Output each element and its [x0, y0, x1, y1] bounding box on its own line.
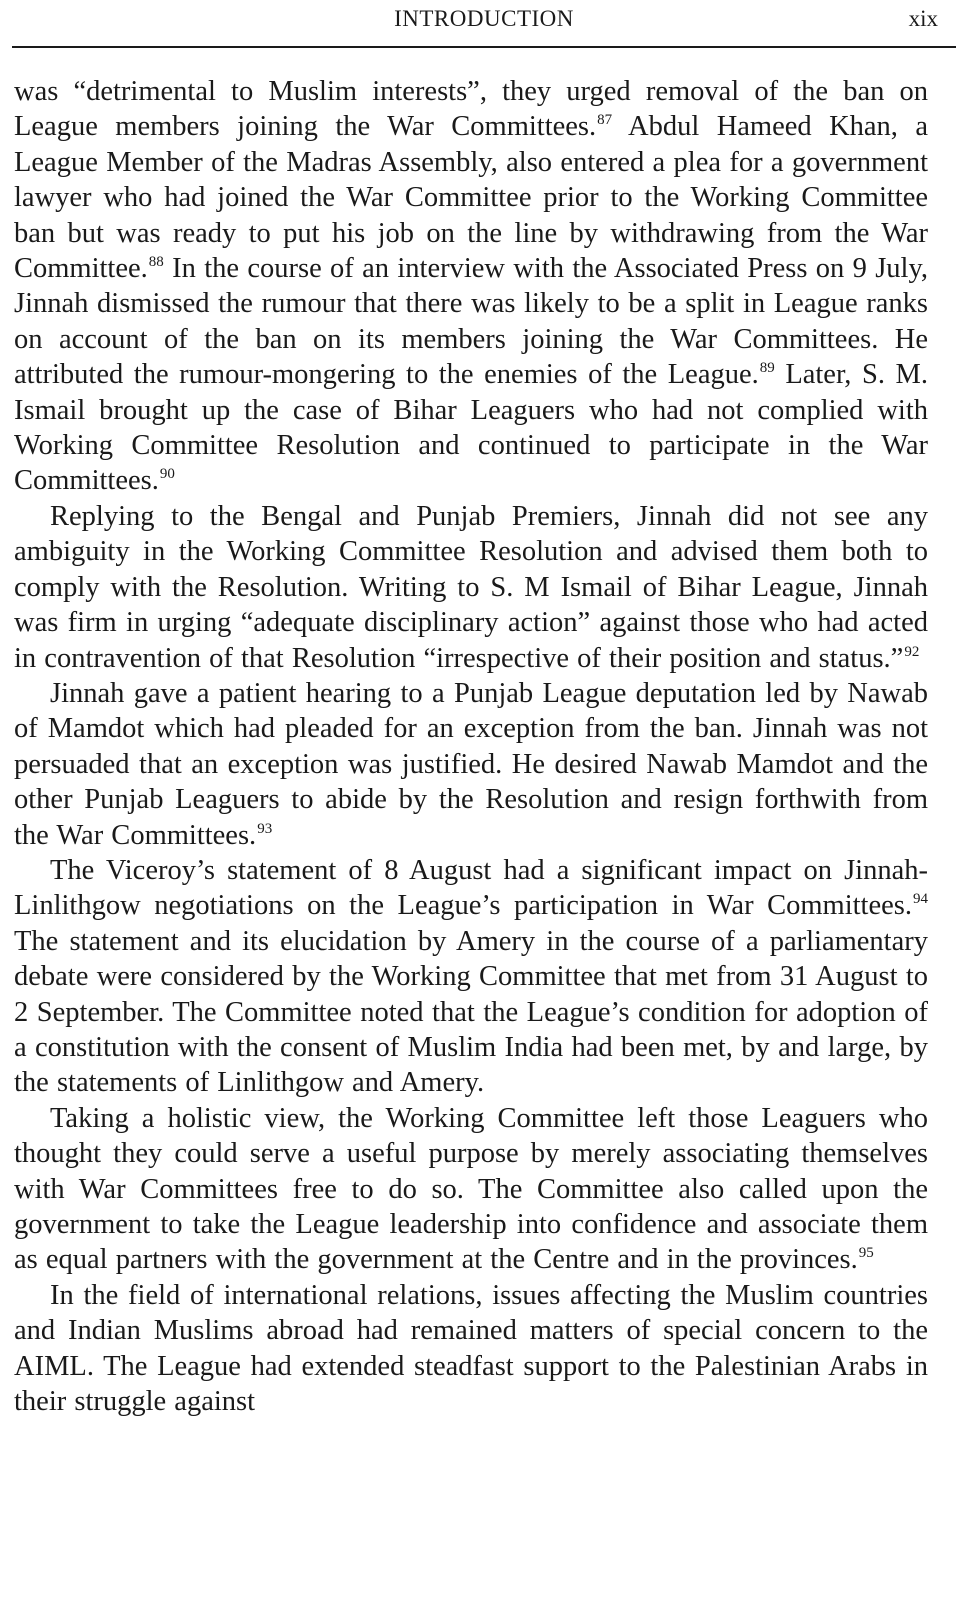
- page-number: xix: [908, 6, 938, 31]
- paragraph: [14, 1101, 928, 1278]
- paragraph-text: The Viceroy’s statement of 8 August had a significant impact on Jinnah-Linlithgow negotiations on the League’s participation in War Committees.: [14, 854, 928, 922]
- footnote-marker: 88: [148, 254, 164, 271]
- footnote-marker: 87: [597, 112, 613, 129]
- paragraph: [14, 853, 928, 1101]
- footnote-marker: 89: [759, 360, 775, 377]
- paragraph-text: was “detrimental to Muslim interests”, they urged removal of the ban on League members joining the War Committees.: [14, 76, 928, 143]
- footnote-marker: 92: [904, 643, 920, 660]
- footnote-marker: 93: [257, 820, 273, 837]
- footnote-marker: 90: [159, 466, 175, 483]
- paragraph-text: In the course of an interview with the Associated Press on 9 July, Jinnah dismissed the rumour that there was likely to be a split in League ranks on account of the ban on its members joining the War Committees. He attributed the rumour-mongering to the enemies of the League.: [14, 253, 928, 391]
- header-rule: [12, 46, 956, 48]
- paragraph-text: Replying to the Bengal and Punjab Premiers, Jinnah did not see any ambiguity in the Working Committee Resolution and advised them both to comply with the Resolution. Writing to S. M Ismail of Bihar League, Jinnah was firm in urging “adequate disciplinary action” against those who had acted in contravention of that Resolution “irrespective of their position and status.”: [14, 500, 928, 674]
- paragraph: [14, 1278, 928, 1420]
- footnote-marker: 95: [858, 1245, 874, 1262]
- paragraph-text: Later, S. M. Ismail brought up the case of Bihar Leaguers who had not complied with Working Committee Resolution and continued to participate in the War Committees.: [14, 359, 929, 497]
- paragraph: [14, 499, 928, 676]
- footnote-marker: 94: [913, 891, 928, 908]
- body-text: [14, 74, 928, 1419]
- paragraph: [14, 676, 928, 853]
- paragraph-text: Taking a holistic view, the Working Committee left those Leaguers who thought they could serve a useful purpose by merely associating themselves with War Committees free to do so. The Committee also called upon the government to take the League leadership into confidence and associate them as equal partners with the government at the Centre and in the provinces.: [14, 1102, 928, 1276]
- paragraph-text: Jinnah gave a patient hearing to a Punjab League deputation led by Nawab of Mamdot which had pleaded for an exception from the ban. Jinnah was not persuaded that an exception was justified. He desired Nawab Mamdot and the other Punjab Leaguers to abide by the Resolution and resign forthwith from the War Committees.: [14, 677, 928, 851]
- running-head-title: INTRODUCTION: [394, 6, 574, 31]
- paragraph-text: Abdul Hameed Khan, a League Member of the Madras Assembly, also entered a plea for a government lawyer who had joined the War Committee prior to the Working Committee ban but was ready to put his job on the line by withdrawing from the War Committee.: [14, 111, 928, 285]
- paragraph-text: In the field of international relations, issues affecting the Muslim countries and Indian Muslims abroad had remained matters of special concern to the AIML. The League had extended steadfast support to the Palestinian Arabs in their struggle against: [14, 1279, 928, 1418]
- paragraph: [14, 74, 928, 499]
- running-header: [12, 0, 956, 50]
- paragraph-text: The statement and its elucidation by Amery in the course of a parliamentary debate were considered by the Working Committee that met from 31 August to 2 September. The Committee noted that the League’s condition for adoption of a constitution with the consent of Muslim India had been met, by and large, by the statements of Linlithgow and Amery.: [14, 925, 928, 1099]
